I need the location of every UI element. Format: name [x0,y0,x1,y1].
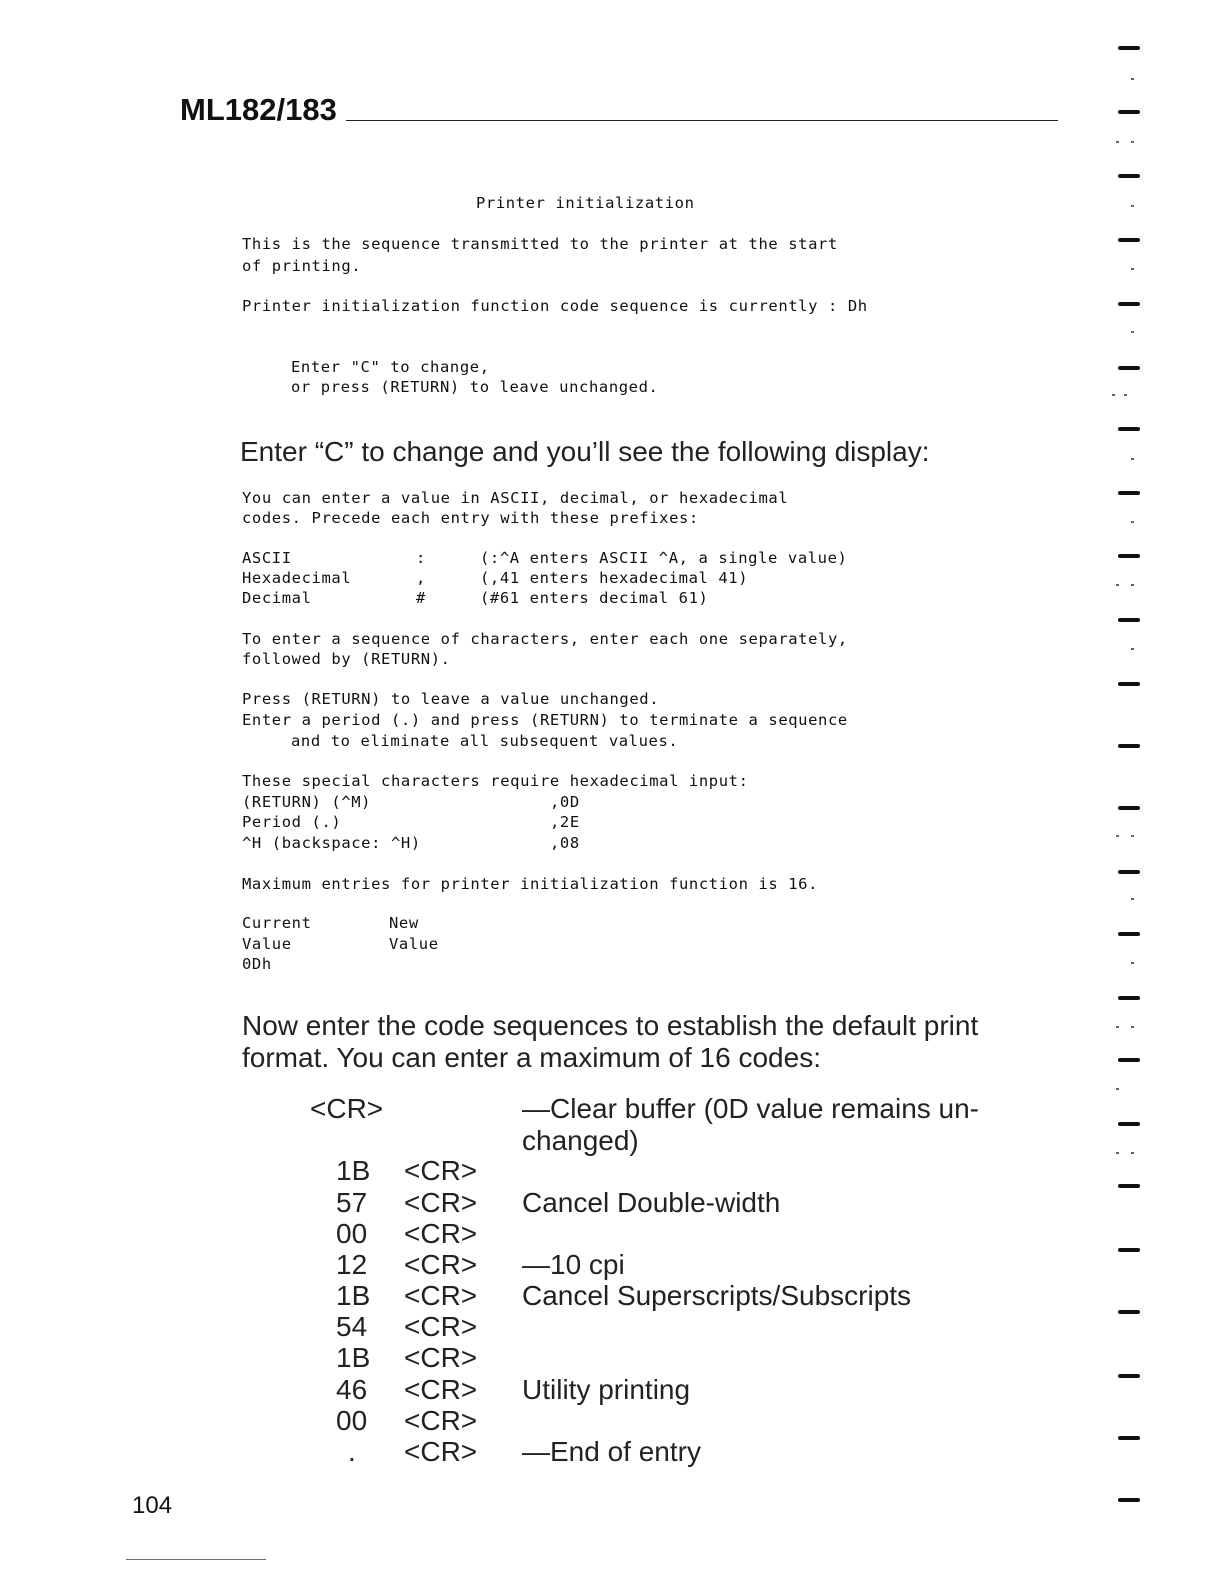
prefix-symbol: # [416,589,426,607]
code-value: 1B [336,1342,371,1373]
margin-mark [1118,1122,1140,1126]
code-value: 1B [336,1155,371,1186]
margin-mark [1118,806,1140,810]
margin-mark [1118,618,1140,622]
margin-dot [1131,141,1134,143]
margin-mark [1118,1248,1140,1252]
margin-dot [1116,1026,1119,1028]
code-comment: Utility printing [522,1374,691,1405]
code-cr: <CR> [310,1093,384,1124]
margin-mark [1118,46,1140,50]
special-name: Period (.) [242,813,342,831]
margin-dot [1112,394,1115,396]
screen2-press-line-1: Press (RETURN) to leave a value unchanged. [242,690,660,708]
screen2-seq-line-1: To enter a sequence of characters, enter each one separately, [242,630,848,648]
col-current-label: Current [242,914,312,932]
col-current-label-2: Value [242,935,292,953]
special-value: ,2E [550,813,580,831]
margin-dot [1131,648,1134,650]
screen2-intro-line-1: You can enter a value in ASCII, decimal, or hexadecimal [242,489,789,507]
prefix-name: Decimal [242,589,312,607]
margin-mark [1118,682,1140,686]
col-new-label-2: Value [389,935,439,953]
margin-dot [1124,394,1127,396]
margin-dot [1116,1152,1119,1154]
margin-dot [1116,1088,1119,1090]
screen-prompt-line-1: Enter "C" to change, [291,358,490,376]
margin-mark [1118,1498,1140,1502]
margin-dot [1131,78,1134,80]
margin-mark [1118,744,1140,748]
margin-mark [1118,1374,1140,1378]
prose-codes-line-2: format. You can enter a maximum of 16 codes: [242,1042,821,1073]
code-value: 57 [336,1187,368,1218]
screen2-intro-line-2: codes. Precede each entry with these prefixes: [242,509,699,527]
margin-dot [1116,141,1119,143]
page-number: 104 [132,1492,173,1519]
margin-mark [1118,554,1140,558]
margin-mark [1118,491,1140,495]
current-value: 0Dh [242,955,272,973]
col-new-label: New [389,914,419,932]
screen-desc-line-2: of printing. [242,257,362,275]
code-cr: <CR> [404,1249,478,1280]
code-cr: <CR> [404,1374,478,1405]
margin-dot [1131,1026,1134,1028]
prefix-desc: (:^A enters ASCII ^A, a single value) [480,549,848,567]
prefix-symbol: : [416,549,426,567]
margin-mark [1118,996,1140,1000]
max-entries-line: Maximum entries for printer initialization function is 16. [242,875,819,893]
prefix-symbol: , [416,569,426,587]
prefix-name: ASCII [242,549,292,567]
code-cr: <CR> [404,1218,478,1249]
margin-mark [1118,1058,1140,1062]
screen2-seq-line-2: followed by (RETURN). [242,650,451,668]
code-comment: Cancel Superscripts/Subscripts [522,1280,912,1311]
code-cr: <CR> [404,1280,478,1311]
code-cr: <CR> [404,1342,478,1373]
screen-prompt-line-2: or press (RETURN) to leave unchanged. [291,378,659,396]
special-name: (RETURN) (^M) [242,793,372,811]
prefix-desc: (,41 enters hexadecimal 41) [480,569,749,587]
special-value: ,0D [550,793,580,811]
code-comment: Cancel Double-width [522,1187,781,1218]
margin-mark [1118,427,1140,431]
header-rule [346,120,1058,121]
running-header: ML182/183 [180,92,337,127]
margin-dot [1131,898,1134,900]
margin-mark [1118,870,1140,874]
code-value: 00 [336,1405,368,1436]
margin-dot [1131,458,1134,460]
code-value: 46 [336,1374,368,1405]
screen2-press-line-2: Enter a period (.) and press (RETURN) to terminate a sequence [242,711,848,729]
code-value: . [348,1436,356,1467]
screen2-press-line-3: and to eliminate all subsequent values. [291,732,679,750]
screen-desc-line-1: This is the sequence transmitted to the printer at the start [242,235,838,253]
code-cr: <CR> [404,1436,478,1467]
margin-mark [1118,110,1140,114]
code-comment: —Clear buffer (0D value remains un- [522,1093,980,1124]
screen-current-line: Printer initialization function code sequence is currently : Dh [242,297,868,315]
special-value: ,08 [550,834,580,852]
code-value: 12 [336,1249,368,1280]
code-comment: —10 cpi [522,1249,625,1280]
code-cr: <CR> [404,1187,478,1218]
margin-dot [1131,521,1134,523]
margin-dot [1131,205,1134,207]
code-cr: <CR> [404,1155,478,1186]
margin-mark [1118,1184,1140,1188]
margin-mark [1118,1310,1140,1314]
margin-mark [1118,932,1140,936]
bottom-line [126,1559,266,1560]
margin-mark [1118,366,1140,370]
margin-dot [1131,584,1134,586]
prefix-desc: (#61 enters decimal 61) [480,589,709,607]
code-value: 1B [336,1280,371,1311]
margin-mark [1118,238,1140,242]
code-value: 00 [336,1218,368,1249]
margin-dot [1116,835,1119,837]
margin-dot [1131,962,1134,964]
margin-mark [1118,1436,1140,1440]
code-comment: —End of entry [522,1436,701,1467]
margin-dot [1131,268,1134,270]
margin-dot [1131,1152,1134,1154]
margin-dot [1131,331,1134,333]
margin-dot [1131,835,1134,837]
special-heading: These special characters require hexadecimal input: [242,772,749,790]
code-value: 54 [336,1311,368,1342]
margin-mark [1118,174,1140,178]
special-name: ^H (backspace: ^H) [242,834,421,852]
code-cr: <CR> [404,1405,478,1436]
code-comment-cont: changed) [522,1125,639,1156]
screen-heading: Printer initialization [476,194,695,212]
prose-intro: Enter “C” to change and you’ll see the following display: [240,436,930,467]
margin-mark [1118,302,1140,306]
margin-dot [1116,584,1119,586]
prose-codes-line-1: Now enter the code sequences to establish the default print [242,1010,979,1041]
prefix-name: Hexadecimal [242,569,352,587]
code-cr: <CR> [404,1311,478,1342]
